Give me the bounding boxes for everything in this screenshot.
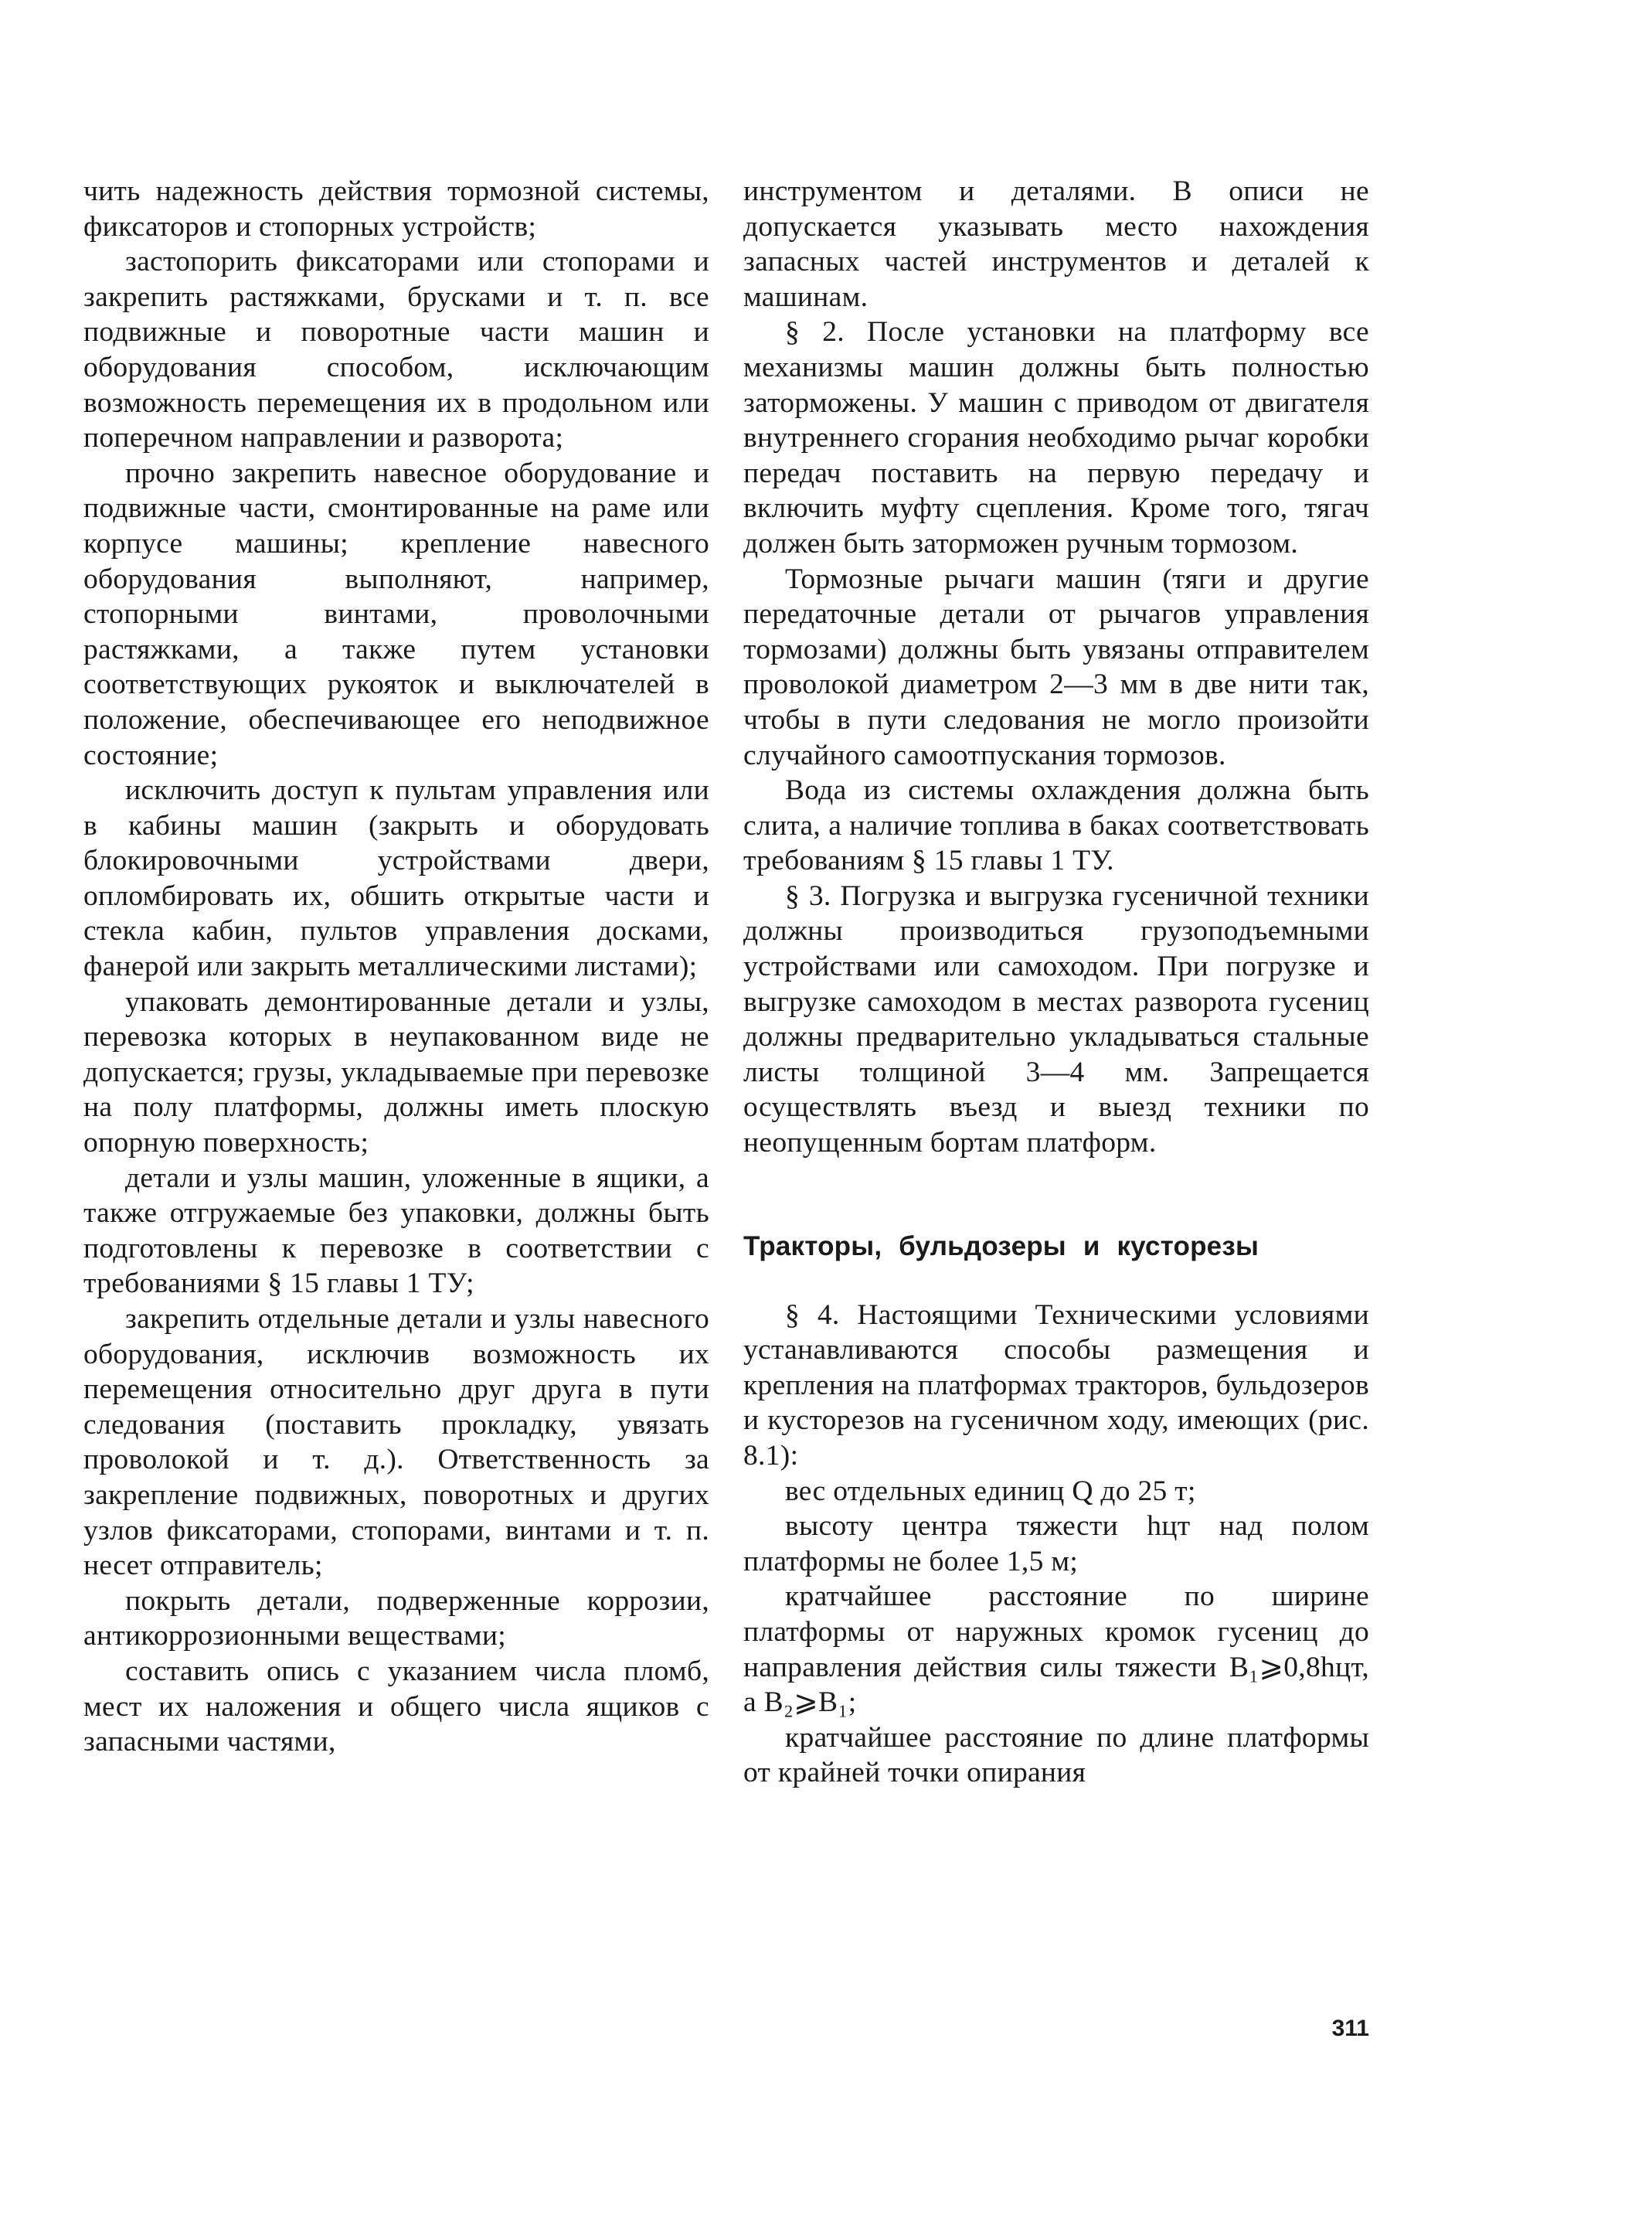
paragraph: инструментом и деталями. В описи не допускается указывать место нахождения запасных частей инструментов и деталей к машинам.	[743, 175, 1369, 313]
paragraph: исключить доступ к пультам управления или в кабины машин (закрыть и оборудовать блокировочными устройствами двери, опломбировать их, обшить открытые части и стекла кабин, пультов управления досками, фанерой или закрыть металлическими листами);	[83, 774, 709, 983]
paragraph: детали и узлы машин, уложенные в ящики, а также отгружаемые без упаковки, должны быть подготовлены к перевозке в соответствии с требованиями § 15 главы 1 ТУ;	[83, 1162, 709, 1300]
paragraph: закрепить отдельные детали и узлы навесного оборудования, исключив возможность их перемещения относительно друг друга в пути следования (поставить прокладку, увязать проволокой и т. д.). Ответственность за закрепление подвижных, поворотных и других узлов фиксаторами, стопорами, винтами и т. п. несет отправитель;	[83, 1303, 709, 1582]
paragraph: высоту центра тяжести hцт над полом платформы не более 1,5 м;	[743, 1510, 1369, 1577]
paragraph: кратчайшее расстояние по ширине платформы от наружных кромок гусениц до направления действия силы тяжести B₁⩾0,8hцт, а B₂⩾B₁;	[743, 1581, 1369, 1719]
paragraph: § 2. После установки на платформу все механизмы машин должны быть полностью заторможены. У машин с приводом от двигателя внутреннего сгорания необходимо рычаг коробки передач поставить на первую передачу и включить муфту сцепления. Кроме того, тягач должен быть заторможен ручным тормозом.	[743, 316, 1369, 560]
section-heading: Тракторы, бульдозеры и кусторезы	[743, 1230, 1259, 1261]
paragraph: Вода из системы охлаждения должна быть слита, а наличие топлива в баках соответствовать требованиям § 15 главы 1 ТУ.	[743, 774, 1369, 877]
paragraph: застопорить фиксаторами или стопорами и закрепить растяжками, брусками и т. п. все подвижные и поворотные части машин и оборудования способом, исключающим возможность перемещения их в продольном или поперечном направлении и разворота;	[83, 246, 709, 454]
paragraph: вес отдельных единиц Q до 25 т;	[785, 1475, 1196, 1507]
paragraph: § 4. Настоящими Техническими условиями устанавливаются способы размещения и крепления на платформах тракторов, бульдозеров и кусторезов на гусеничном ходу, имеющих (рис. 8.1):	[743, 1298, 1369, 1472]
right-column	[743, 174, 1369, 1791]
paragraph: чить надежность действия тормозной системы, фиксаторов и стопорных устройств;	[83, 175, 709, 243]
paragraph: Тормозные рычаги машин (тяги и другие передаточные детали от рычагов управления тормозами) должны быть увязаны отправителем проволокой диаметром 2—3 мм в две нити так, чтобы в пути следования не могло произойти случайного самоотпускания тормозов.	[743, 563, 1369, 771]
paragraph: упаковать демонтированные детали и узлы, перевозка которых в неупакованном виде не допускается; грузы, укладываемые при перевозке на полу платформы, должны иметь плоскую опорную поверхность;	[83, 985, 709, 1159]
paragraph: кратчайшее расстояние по длине платформы от крайней точки опирания	[743, 1721, 1369, 1789]
page-number: 311	[1331, 2016, 1369, 2041]
paragraph: § 3. Погрузка и выгрузка гусеничной техники должны производиться грузоподъемными устройствами или самоходом. При погрузке и выгрузке самоходом в местах разворота гусениц должны предварительно укладываться стальные листы толщиной 3—4 мм. Запрещается осуществлять въезд и выезд техники по неопущенным бортам платформ.	[743, 880, 1369, 1159]
paragraph: прочно закрепить навесное оборудование и подвижные части, смонтированные на раме или корпусе машины; крепление навесного оборудования выполняют, например, стопорными винтами, проволочными растяжками, а также путем установки соответствующих рукояток и выключателей в положение, обеспечивающее его неподвижное состояние;	[83, 457, 709, 771]
left-column	[83, 174, 709, 1760]
paragraph: составить опись с указанием числа пломб, мест их наложения и общего числа ящиков с запасными частями,	[83, 1655, 709, 1758]
paragraph: покрыть детали, подверженные коррозии, антикоррозионными веществами;	[83, 1584, 709, 1652]
